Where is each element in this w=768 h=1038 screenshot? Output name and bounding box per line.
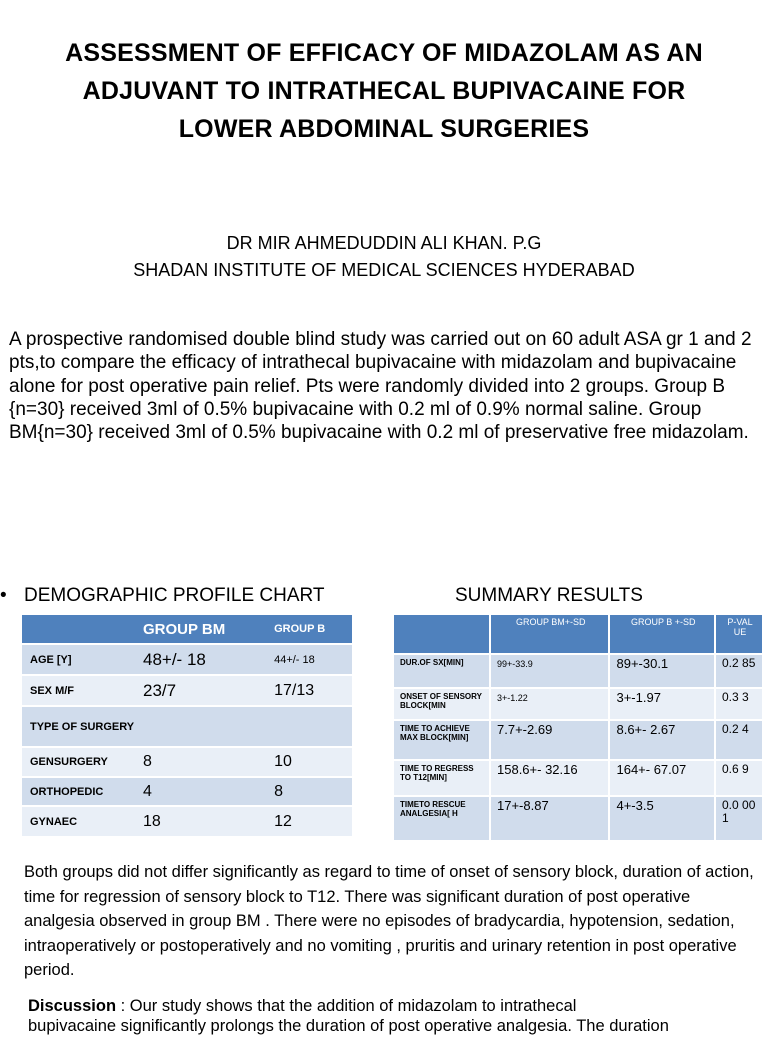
table-cell: 8.6+- 2.67 (609, 720, 715, 760)
table-cell: 0.3 3 (715, 688, 762, 720)
table-cell: 17/13 (266, 675, 352, 706)
table-cell: 0.2 4 (715, 720, 762, 760)
discussion-label: Discussion (28, 997, 117, 1015)
discussion-cutoff-line (28, 1017, 728, 1035)
table-row (22, 747, 352, 777)
table-cell: 48+/- 18 (135, 644, 266, 675)
table-header-cell: GROUP B (266, 614, 352, 644)
table-cell: 99+-33.9 (490, 654, 609, 688)
author-name: DR MIR AHMEDUDDIN ALI KHAN. P.G (226, 233, 542, 253)
discussion-text: : Our study shows that the addition of midazolam to intrathecal (116, 997, 577, 1015)
table-cell: TYPE OF SURGERY (22, 706, 135, 747)
table-header-row (393, 614, 762, 654)
table-cell: TIMETO RESCUE ANALGESIA[ H (393, 796, 490, 840)
table-cell: DUR.OF SX[MIN] (393, 654, 490, 688)
table-cell: 0.2 85 (715, 654, 762, 688)
table-row (22, 806, 352, 836)
table-cell: 8 (135, 747, 266, 777)
table-row (22, 675, 352, 706)
table-cell: 18 (135, 806, 266, 836)
table-cell: 10 (266, 747, 352, 777)
table-cell: 164+- 67.07 (609, 760, 715, 796)
bullet-icon: • (0, 585, 7, 606)
intro-paragraph: A prospective randomised double blind study was carried out on 60 adult ASA gr 1 and 2 pts,to compare the efficacy of intrathecal bupivacaine with midazolam and bupivacaine alone for post operative pain relief. Pts were randomly divided into 2 groups. Group B {n=30} received 3ml of 0.5% bupivacaine with 0.2 ml of 0.9% normal saline. Group BM{n=30} received 3ml of 0.5% bupivacaine with 0.2 ml of preservative free midazolam. (9, 329, 752, 444)
table-header-cell: P-VAL UE (715, 614, 762, 654)
table-cell: 4+-3.5 (609, 796, 715, 840)
table-cell: GYNAEC (22, 806, 135, 836)
summary-table (392, 613, 762, 840)
table-cell: 0.0 00 1 (715, 796, 762, 840)
table-cell (135, 706, 266, 747)
table-header-row (22, 614, 352, 644)
table-row (393, 720, 762, 760)
table-cell: 4 (135, 777, 266, 806)
table-row (393, 796, 762, 840)
table-cell: SEX M/F (22, 675, 135, 706)
demographic-heading: DEMOGRAPHIC PROFILE CHART (24, 585, 325, 606)
results-paragraph: Both groups did not differ significantly as regard to time of onset of sensory block, duration of action, time for regression of sensory block to T12. There was significant duration of post operative analgesia observed in group BM . There were no episodes of bradycardia, hypotension, sedation, intraoperatively or postoperatively and no vomiting , pruritis and urinary retention in post operative period. (24, 863, 754, 979)
table-cell: 0.6 9 (715, 760, 762, 796)
table-cell: ONSET OF SENSORY BLOCK[MIN (393, 688, 490, 720)
demographic-table-container (22, 613, 352, 833)
table-row (22, 644, 352, 675)
table-cell: 17+-8.87 (490, 796, 609, 840)
table-header-cell (22, 614, 135, 644)
summary-table-container (392, 613, 762, 833)
author-institute: SHADAN INSTITUTE OF MEDICAL SCIENCES HYDERABAD (133, 260, 635, 280)
author-block (0, 230, 768, 284)
table-row (22, 777, 352, 806)
table-row (22, 706, 352, 747)
demographic-table (22, 613, 352, 836)
table-row (393, 654, 762, 688)
table-cell: 3+-1.97 (609, 688, 715, 720)
poster-title: ASSESSMENT OF EFFICACY OF MIDAZOLAM AS AN ADJUVANT TO INTRATHECAL BUPIVACAINE FOR LOWER ABDOMINAL SURGERIES (65, 39, 703, 143)
table-row (393, 760, 762, 796)
table-cell: AGE [Y] (22, 644, 135, 675)
table-cell: ORTHOPEDIC (22, 777, 135, 806)
table-cell (266, 706, 352, 747)
table-cell: 158.6+- 32.16 (490, 760, 609, 796)
table-cell: 23/7 (135, 675, 266, 706)
table-header-cell: GROUP B +-SD (609, 614, 715, 654)
table-cell: GENSURGERY (22, 747, 135, 777)
table-cell: 8 (266, 777, 352, 806)
discussion-cutoff-text: bupivacaine significantly prolongs the duration of post operative analgesia. The duration (28, 1017, 669, 1035)
table-row (393, 688, 762, 720)
table-cell: 44+/- 18 (266, 644, 352, 675)
table-header-cell: GROUP BM (135, 614, 266, 644)
table-cell: 89+-30.1 (609, 654, 715, 688)
table-cell: 7.7+-2.69 (490, 720, 609, 760)
table-header-cell: GROUP BM+-SD (490, 614, 609, 654)
table-cell: 3+-1.22 (490, 688, 609, 720)
summary-heading: SUMMARY RESULTS (455, 585, 643, 606)
table-cell: TIME TO ACHIEVE MAX BLOCK[MIN] (393, 720, 490, 760)
table-header-cell (393, 614, 490, 654)
table-cell: 12 (266, 806, 352, 836)
table-cell: TIME TO REGRESS TO T12[MIN] (393, 760, 490, 796)
